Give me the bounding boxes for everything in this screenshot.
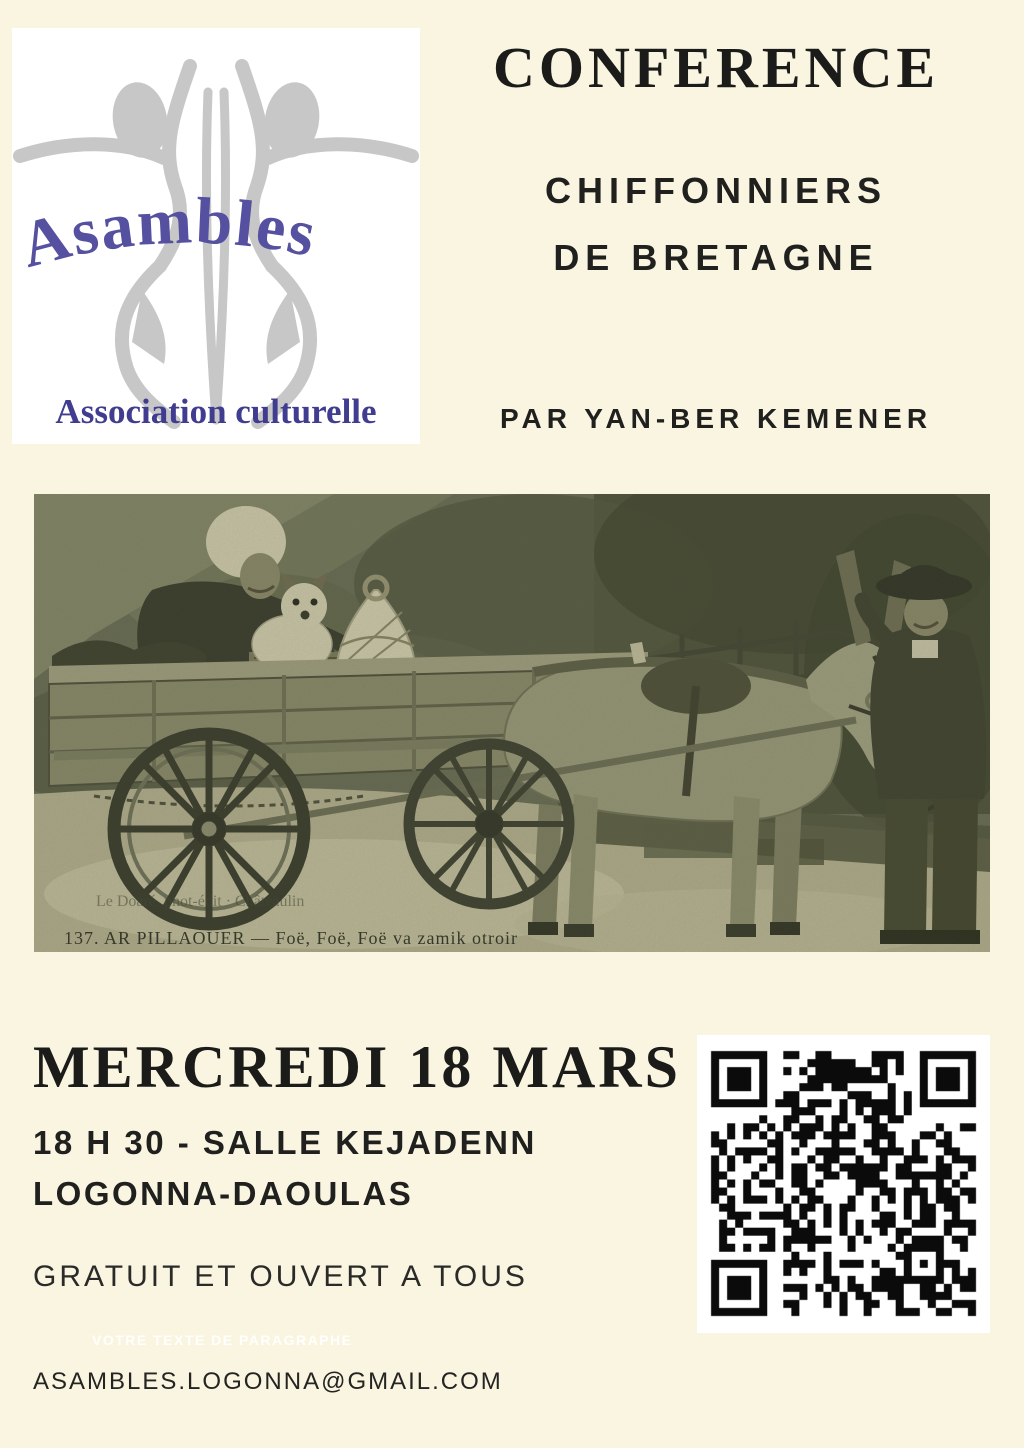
logo-subtitle: Association culturelle — [55, 392, 377, 431]
contact-email: ASAMBLES.LOGONNA@GMAIL.COM — [33, 1368, 503, 1395]
event-city: LOGONNA-DAOULAS — [33, 1175, 414, 1212]
qr-canvas — [697, 1037, 990, 1330]
event-date: MERCREDI 18 MARS — [33, 1034, 681, 1100]
asambles-logo-box — [12, 28, 420, 444]
admission-line: GRATUIT ET OUVERT A TOUS — [33, 1260, 528, 1293]
logo-wordmark-text: Asambles — [13, 184, 324, 283]
qr-code — [697, 1035, 990, 1333]
poster-title: CONFERENCE — [492, 35, 940, 100]
faint-placeholder-text: VOTRE TEXTE DE PARAGRAPHE — [92, 1332, 353, 1348]
photo-watermark: Le Doaré, phot-édit · Châteaulin — [96, 893, 305, 910]
photo-caption: 137. AR PILLAOUER — Foë, Foë, Foë va zamik otroir — [64, 928, 518, 948]
topic-line-2: DE BRETAGNE — [553, 237, 879, 278]
grain-overlay — [34, 494, 990, 952]
logo-wordmark — [12, 148, 420, 338]
svg-text:Asambles — [13, 184, 323, 282]
topic-line-1: CHIFFONNIERS — [545, 170, 887, 211]
speaker-line: PAR YAN-BER KEMENER — [499, 403, 933, 434]
event-time-venue: 18 H 30 - SALLE KEJADENN — [33, 1124, 537, 1161]
vintage-postcard-photo — [34, 494, 990, 952]
